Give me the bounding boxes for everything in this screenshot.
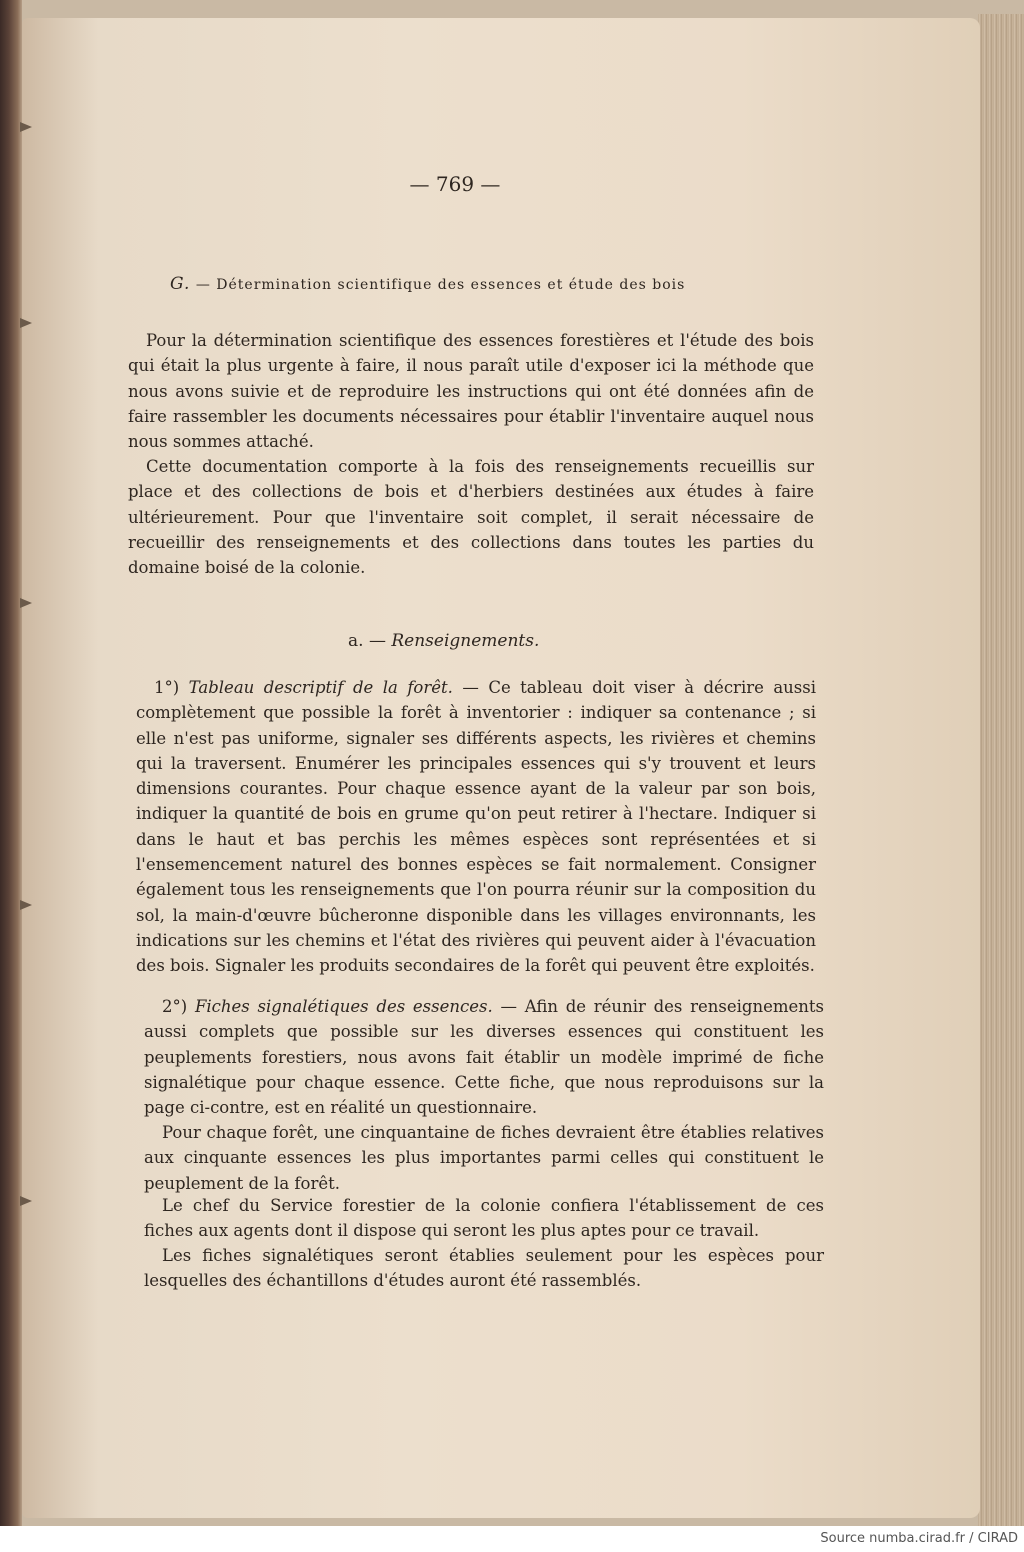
binding-tab — [20, 318, 32, 328]
binding-tab — [20, 598, 32, 608]
item-1-text: — Ce tableau doit viser à décrire aussi complètement que possible la forêt à inventorier : indiquer sa contenance ; si elle n'est pas uniforme, signaler ses différents aspects, les rivières et chemins qui la traversent. Enumérer les principales essences qui s'y trouvent et leurs dimensions courantes. Pour chaque essence ayant de la valeur par son bois, indiquer la quantité de bois en grume qu'on peut retirer à l'hectare. Indiquer si dans le haut et bas perchis les mêmes espèces sont représentées et si l'ensemencement naturel des bonnes espèces se fait normalement. Consigner également tous les renseignements que l'on pourra réunir sur la composition du sol, la main-d'œuvre bûcheronne disponible dans les villages environnants, les indications sur les chemins et l'état des rivières qui peuvent aider à l'évacuation des bois. Signaler les produits secondaires de la forêt qui peuvent être exploités. — [136, 678, 817, 976]
section-letter: G. — [170, 274, 191, 294]
subheading — [348, 631, 539, 651]
item-2-number: 2°) — [162, 997, 188, 1016]
item-1-number: 1°) — [154, 678, 180, 697]
section-title — [170, 274, 685, 294]
book-binding — [0, 0, 22, 1526]
subheading-title: Renseignements. — [391, 631, 540, 651]
item-1-paragraph — [136, 675, 816, 979]
item-2-paragraph-4: Les fiches signalétiques seront établies seulement pour les espèces pour lesquelles des échantillons d'études auront été rassemblés. — [144, 1246, 824, 1291]
item-2-text: — Afin de réunir des renseignements aussi complets que possible sur les diverses essences qui constituent les peuplements forestiers, nous avons fait établir un modèle imprimé de fiche signalétique pour chaque essence. Cette fiche, que nous reproduisons sur la page ci-contre, est en réalité un questionnaire. — [144, 997, 825, 1118]
item-2-paragraph-3: Le chef du Service forestier de la colonie confiera l'établissement de ces fiches aux agents dont il dispose qui seront les plus aptes pour ce travail. — [144, 1196, 824, 1241]
binding-tab — [20, 122, 32, 132]
intro-paragraph-2: Cette documentation comporte à la fois des renseignements recueillis sur place et des collections de bois et d'herbiers destinées aux études à faire ultérieurement. Pour que l'inventaire soit complet, il serait nécessaire de recueillir des renseignements et des collections dans toutes les parties du domaine boisé de la colonie. — [128, 457, 814, 578]
item-1-title: Tableau descriptif de la forêt. — [188, 678, 453, 697]
item-2-paragraph-2: Pour chaque forêt, une cinquantaine de fiches devraient être établies relatives aux cinquante essences les plus importantes parmi celles qui constituent le peuplement de la forêt. — [144, 1123, 824, 1193]
binding-tab — [20, 900, 32, 910]
page-edges — [978, 14, 1024, 1526]
section-title-text: — Détermination scientifique des essences et étude des bois — [195, 277, 686, 293]
source-credit: Source numba.cirad.fr / CIRAD — [820, 1531, 1018, 1546]
item-2-title: Fiches signalétiques des essences. — [194, 997, 493, 1016]
page-number: — 769 — — [409, 172, 501, 196]
item-2-paragraph — [144, 994, 824, 1120]
intro-paragraph-1: Pour la détermination scientifique des essences forestières et l'étude des bois qui était la plus urgente à faire, il nous paraît utile d'exposer ici la méthode que nous avons suivie et de reproduire les instructions qui ont été données afin de faire rassembler les documents nécessaires pour établir l'inventaire auquel nous nous sommes attaché. — [128, 331, 814, 452]
binding-tab — [20, 1196, 32, 1206]
subheading-label: a. — — [348, 631, 386, 651]
